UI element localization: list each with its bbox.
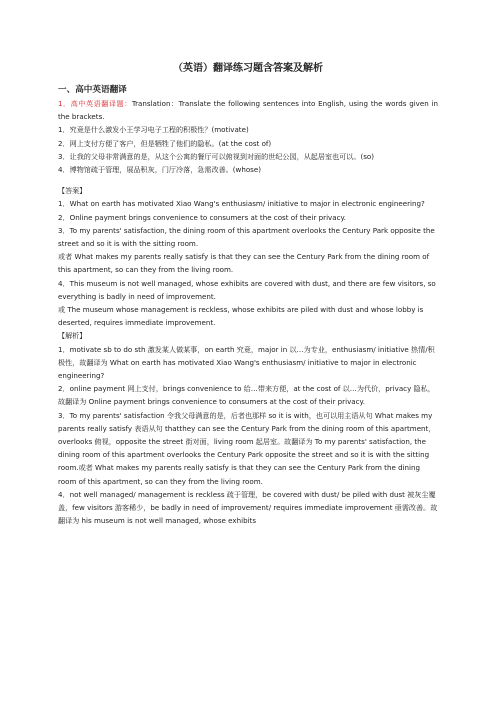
question-item: 3．让我的父母非常满意的是，从这个公寓的餐厅可以俯视到对面的世纪公园，从起居室也可以。(so) — [58, 151, 375, 161]
question-instruction: Translation：Translate the following sentences into English, using the words given in the brackets. — [58, 99, 438, 122]
analysis-item: 2．online payment 网上支付，brings convenience to 给…带来方便，at the cost of 以…为代价，privacy 隐私，故翻译为 Online payment brings convenience to consumers at the cost of their privacy. — [58, 384, 435, 407]
question-item: 2．网上支付方便了客户，但是牺牲了他们的隐私。(at the cost of) — [58, 138, 272, 148]
question-item: 4．博物馆疏于管理，展品积灰，门厅冷落，急需改善。(whose) — [58, 165, 261, 175]
answer-item: 或者 What makes my parents really satisfy is that they can see the Century Park from the dining room of this apartment, so can they from the living room. — [58, 252, 430, 275]
question-header — [58, 97, 438, 123]
answer-item: 3．To my parents' satisfaction, the dining room of this apartment overlooks the Century Park opposite the street and so it is with the sitting room. — [58, 225, 435, 249]
document-body — [58, 84, 438, 528]
analysis-item: 1．motivate sb to do sth 激发某人做某事，on earth 究竟，major in 以…为专业，enthusiasm/ initiative 热情/积极性，故翻译为 What on earth has motivated Xiao Wang's enthusiasm/ initiative to major in electronic engineering? — [58, 344, 435, 381]
answer-item: 或 The museum whose management is reckless, whose exhibits are piled with dust and whose lobby is deserted, requires immediate improvement. — [58, 305, 424, 328]
analysis-item: 4．not well managed/ management is reckless 疏于管理，be covered with dust/ be piled with dust 被灰尘覆盖，few visitors 游客稀少，be badly in need of improvement/ requires immediate improvement 亟需改善。故翻译为 his museum is not well managed, whose exhibits — [58, 489, 438, 526]
analysis-item: 3．To my parents' satisfaction 令我父母满意的是，后者也那样 so it is with，也可以用主语从句 What makes my parents really satisfy 表语从句 thatthey can see the Century Park from the dining room of this apartment，overlooks 俯视，opposite the street 街对面，living room 起居室。故翻译为 To my parents' satisfaction, the dining room of this apartment overlooks the Century Park opposite the street and so it is with the sitting room.或者 What makes my parents really satisfy is that they can see the Century Park from the dining room of this apartment, so can they from the living room. — [58, 410, 436, 486]
page-title: （英语）翻译练习题含答案及解析 — [173, 63, 323, 74]
answer-item: 4．This museum is not well managed, whose exhibits are covered with dust, and there are few visitors, so everything is badly in need of improvement. — [58, 278, 436, 301]
analysis-heading: 【解析】 — [58, 331, 87, 341]
answer-item: 1．What on earth has motivated Xiao Wang's enthusiasm/ initiative to major in electronic engineering? — [58, 199, 425, 209]
question-item: 1．究竟是什么激发小王学习电子工程的积极性？(motivate) — [58, 125, 249, 135]
answer-item: 2．Online payment brings convenience to consumers at the cost of their privacy. — [58, 212, 346, 222]
question-number: 1． — [58, 99, 71, 108]
question-label: 高中英语翻译题： — [70, 99, 132, 108]
section-heading: 一、高中英语翻译 — [58, 85, 127, 95]
answer-heading: 【答案】 — [58, 186, 87, 196]
